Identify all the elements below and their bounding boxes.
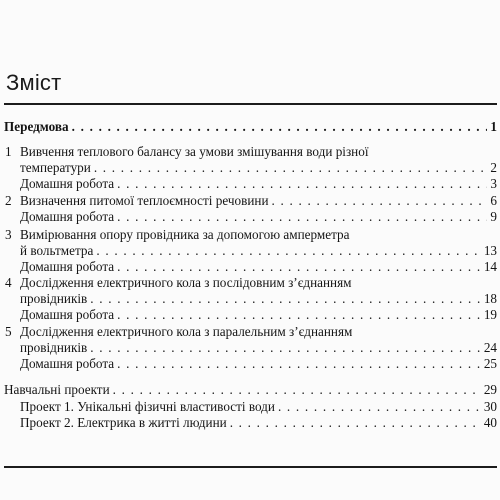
section-title-cont: й вольтметра <box>20 243 94 258</box>
page-number: 19 <box>483 307 497 322</box>
page-number: 2 <box>490 160 497 175</box>
bottom-divider <box>4 466 497 468</box>
homework-label: Домашня робота <box>20 356 115 371</box>
dot-leader <box>117 354 481 373</box>
page-number: 30 <box>483 399 497 414</box>
section-title-cont: провідників <box>20 340 88 355</box>
entry-label: Передмова <box>4 119 69 134</box>
top-divider <box>4 103 497 105</box>
section-title: Вимірювання опору провідника за допомогою амперметра <box>20 227 350 242</box>
toc-entry-preface[interactable] <box>0 117 500 136</box>
dot-leader <box>117 207 487 226</box>
page-number: 13 <box>483 243 497 258</box>
page-number: 25 <box>483 356 497 371</box>
homework-label: Домашня робота <box>20 259 115 274</box>
section-title: Дослідження електричного кола з паралельним з’єднанням <box>20 324 353 339</box>
page-title: Зміст <box>6 70 62 95</box>
page-number: 40 <box>483 415 497 430</box>
project-label: Проект 2. Електрика в житті людини <box>20 415 227 430</box>
toc-entry-project-2[interactable] <box>0 413 500 432</box>
section-number: 4 <box>5 275 12 290</box>
page-number: 24 <box>483 340 497 355</box>
page-number: 3 <box>490 176 497 191</box>
toc-entry-homework-2[interactable] <box>0 207 500 226</box>
section-number: 3 <box>5 227 12 242</box>
homework-label: Домашня робота <box>20 209 115 224</box>
section-title: Вивчення теплового балансу за умови змішування води різної <box>20 144 369 159</box>
section-title: Дослідження електричного кола з послідовним з’єднанням <box>20 275 352 290</box>
page-number: 1 <box>490 119 497 134</box>
projects-label: Навчальні проекти <box>4 382 110 397</box>
page-number: 9 <box>490 209 497 224</box>
section-number: 1 <box>5 144 12 159</box>
page-number: 18 <box>483 291 497 306</box>
section-number: 2 <box>5 193 12 208</box>
section-title-cont: температури <box>20 160 91 175</box>
project-label: Проект 1. Унікальні фізичні властивості води <box>20 399 275 414</box>
section-number: 5 <box>5 324 12 339</box>
section-title-cont: провідників <box>20 291 88 306</box>
page-number: 29 <box>483 382 497 397</box>
homework-label: Домашня робота <box>20 176 115 191</box>
page-number: 6 <box>490 193 497 208</box>
homework-label: Домашня робота <box>20 307 115 322</box>
dot-leader <box>72 117 488 136</box>
section-title: Визначення питомої теплоємності речовини <box>20 193 269 208</box>
toc-entry-homework-5[interactable] <box>0 354 500 373</box>
dot-leader <box>230 413 481 432</box>
page-number: 14 <box>483 259 497 274</box>
